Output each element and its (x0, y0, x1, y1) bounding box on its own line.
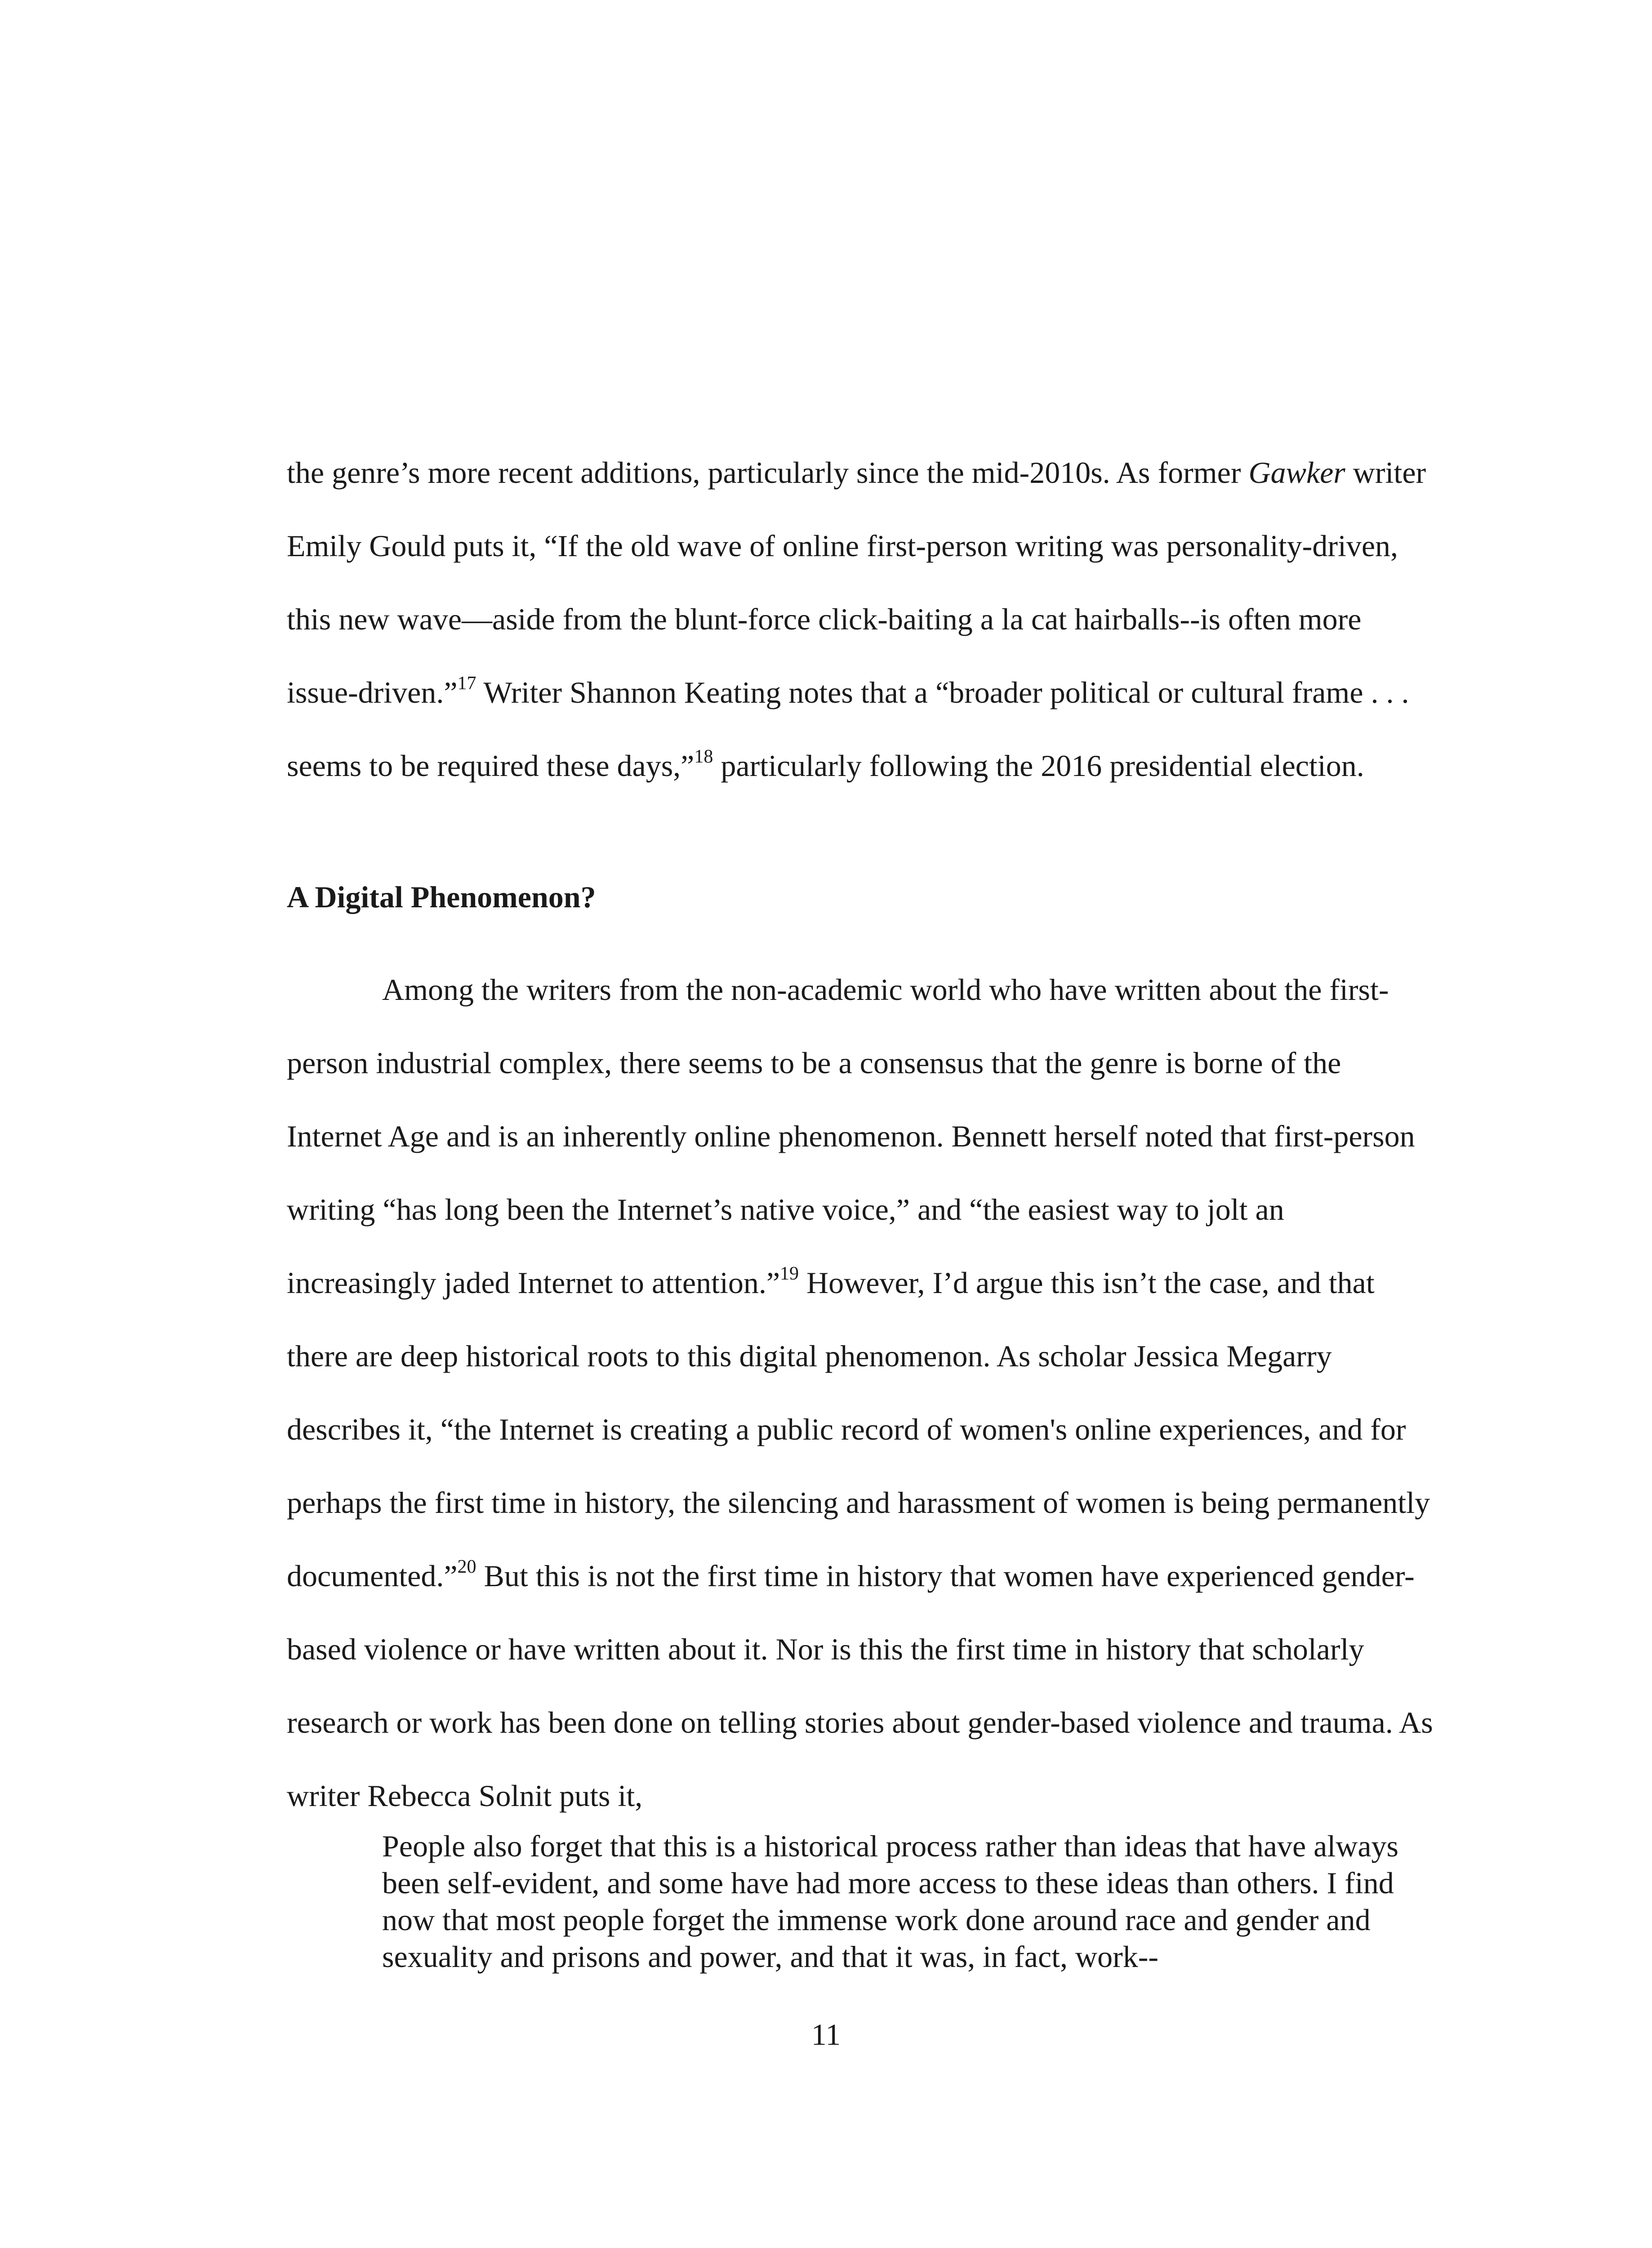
paragraph (287, 953, 1438, 1833)
paragraph-text: particularly following the 2016 presidential election. (713, 749, 1364, 783)
footnote-ref: 20 (457, 1557, 476, 1577)
paragraph (287, 436, 1438, 803)
footnote-ref: 17 (457, 673, 476, 694)
section-heading: A Digital Phenomenon? (287, 880, 596, 914)
body-paragraph (287, 953, 1438, 1833)
paragraph-text: However, I’d argue this isn’t the case, and that there are deep historical roots to this digital phenomenon. As scholar Jessica Megarry describes it, “the Internet is creating a public record of women's online experiences, and for perhaps the first time in history, the silencing and harassment of women is being permanently documented.” (287, 1266, 1430, 1593)
footnote-ref: 19 (780, 1263, 799, 1284)
footnote-ref: 18 (694, 746, 713, 767)
paragraph-text: Among the writers from the non-academic world who have written about the first-person industrial complex, there seems to be a consensus that the genre is borne of the Internet Age and is an inherently online phenomenon. Bennett herself noted that first-person writing “has long been the Internet’s native voice,” and “the easiest way to jolt an increasingly jaded Internet to attention.” (287, 972, 1415, 1300)
paragraph-text: writer Emily Gould puts it, “If the old wave of online first-person writing was personality-driven, this new wave—aside from the blunt-force click-baiting a la cat hairballs--is often more issue-driven.” (287, 455, 1426, 709)
paragraph-text: the genre’s more recent additions, particularly since the mid-2010s. As former (287, 455, 1249, 490)
publication-title: Gawker (1248, 455, 1345, 490)
paragraph-text: Writer Shannon Keating notes that a “broader political or cultural frame . . . seems to be required these days,” (287, 675, 1409, 783)
page-number: 11 (811, 2017, 841, 2052)
block-quote: People also forget that this is a historical process rather than ideas that have always been self-evident, and some have had more access to these ideas than others. I find now that most people forget the immense work done around race and gender and sexuality and prisons and power, and that it was, in fact, work-- (382, 1829, 1398, 1974)
body-paragraph-continued (287, 436, 1438, 803)
paragraph-text: But this is not the first time in history that women have experienced gender-based violence or have written about it. Nor is this the first time in history that scholarly research or work has been done on telling stories about gender-based violence and trauma. As writer Rebecca Solnit puts it, (287, 1559, 1433, 1813)
